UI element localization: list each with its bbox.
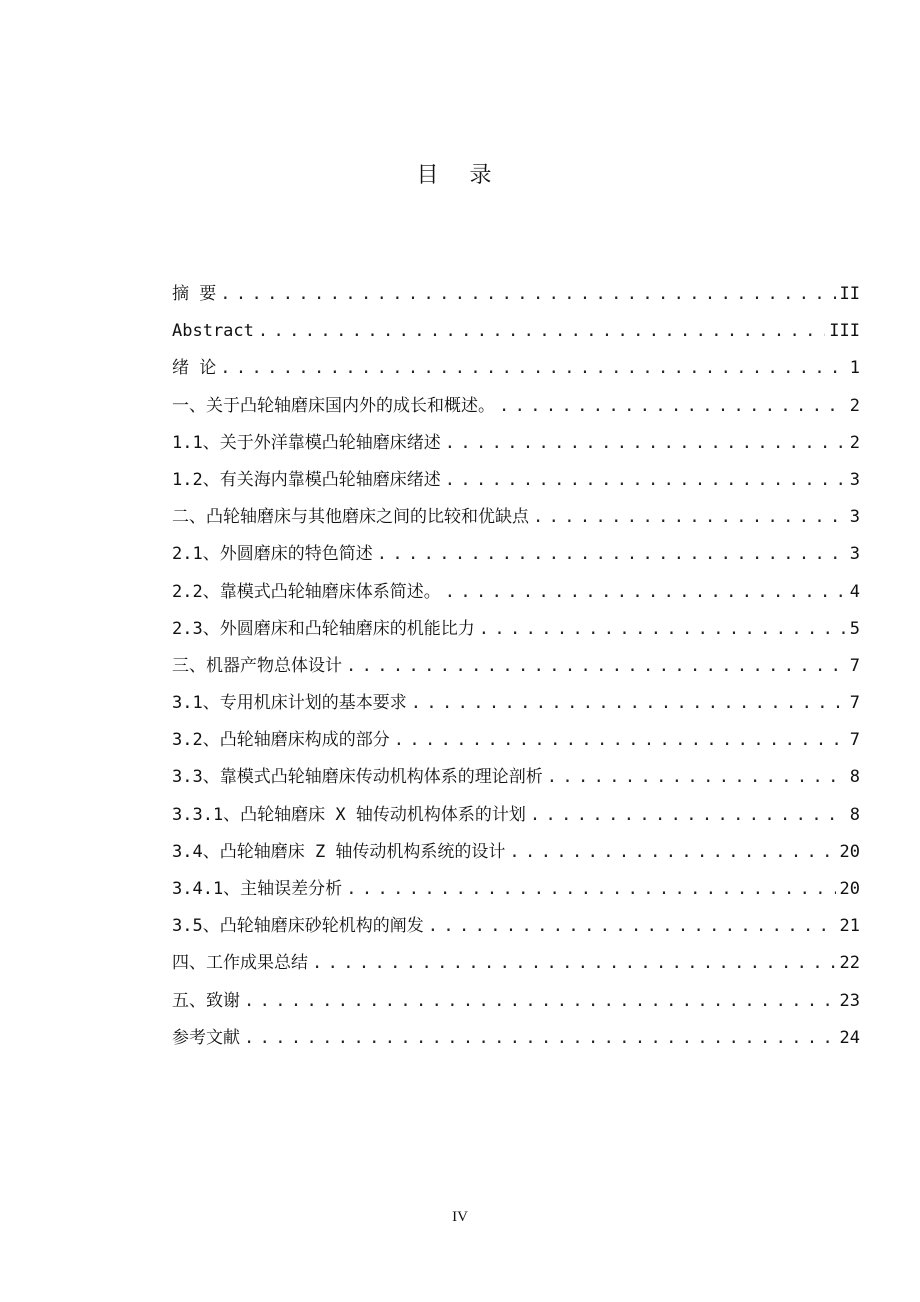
- toc-entry-page: 3: [849, 507, 860, 528]
- toc-entry-label: 五、致谢: [172, 990, 240, 1011]
- toc-entry-page: II: [839, 284, 860, 304]
- toc-leader-dots: [312, 945, 836, 982]
- toc-entry-label: 摘 要: [172, 284, 217, 304]
- toc-entry[interactable]: [172, 350, 860, 387]
- toc-entry-label: 2.1、外圆磨床的特色简述: [172, 544, 373, 565]
- toc-entry-label: 2.3、外圆磨床和凸轮轴磨床的机能比力: [172, 618, 475, 639]
- toc-leader-dots: [499, 388, 846, 425]
- page-title: 目 录: [416, 162, 504, 188]
- toc-entry[interactable]: [172, 722, 860, 759]
- toc-entry[interactable]: [172, 685, 860, 722]
- toc-entry-page: 8: [849, 804, 860, 825]
- toc-leader-dots: [479, 611, 846, 648]
- toc-entry[interactable]: [172, 945, 860, 982]
- table-of-contents: [172, 276, 860, 1057]
- toc-entry-page: 20: [839, 841, 860, 862]
- toc-leader-dots: [428, 908, 836, 945]
- toc-leader-dots: [445, 462, 846, 499]
- toc-entry[interactable]: [172, 313, 860, 350]
- toc-entry-page: 7: [849, 730, 860, 751]
- toc-entry-page: III: [829, 321, 860, 342]
- toc-entry[interactable]: [172, 759, 860, 796]
- toc-entry[interactable]: [172, 499, 860, 536]
- toc-entry[interactable]: [172, 908, 860, 945]
- toc-entry-page: 1: [849, 358, 860, 379]
- toc-leader-dots: [547, 759, 846, 796]
- toc-entry[interactable]: [172, 797, 860, 834]
- footer-page-number: IV: [452, 1209, 468, 1225]
- toc-leader-dots: [394, 722, 846, 759]
- toc-leader-dots: [346, 871, 835, 908]
- toc-entry[interactable]: [172, 648, 860, 685]
- toc-entry[interactable]: [172, 983, 860, 1020]
- toc-entry[interactable]: [172, 611, 860, 648]
- toc-entry-label: 一、关于凸轮轴磨床国内外的成长和概述。: [172, 395, 495, 416]
- toc-entry-page: 24: [839, 1027, 860, 1048]
- toc-entry[interactable]: [172, 388, 860, 425]
- toc-entry-label: 3.3、靠模式凸轮轴磨床传动机构体系的理论剖析: [172, 767, 543, 788]
- toc-entry-page: 7: [849, 655, 860, 676]
- toc-entry-label: 3.3.1、凸轮轴磨床 X 轴传动机构体系的计划: [172, 804, 526, 825]
- toc-leader-dots: [220, 350, 846, 387]
- toc-leader-dots: [530, 797, 846, 834]
- toc-entry-label: 3.4.1、主轴误差分析: [172, 879, 343, 899]
- toc-entry-label: 绪 论: [172, 358, 217, 379]
- toc-leader-dots: [411, 685, 846, 722]
- toc-leader-dots: [533, 499, 846, 536]
- toc-entry-label: 3.5、凸轮轴磨床砂轮机构的阐发: [172, 916, 424, 937]
- toc-entry-page: 8: [849, 767, 860, 788]
- toc-leader-dots: [244, 1020, 836, 1057]
- toc-entry-label: 三、机器产物总体设计: [172, 655, 342, 676]
- toc-entry-label: Abstract: [172, 321, 254, 342]
- toc-entry[interactable]: [172, 871, 860, 908]
- toc-leader-dots: [220, 276, 835, 313]
- toc-entry[interactable]: [172, 462, 860, 499]
- toc-entry-page: 20: [839, 879, 860, 899]
- toc-entry-label: 1.2、有关海内靠模凸轮轴磨床绪述: [172, 469, 441, 490]
- toc-entry-label: 二、凸轮轴磨床与其他磨床之间的比较和优缺点: [172, 507, 529, 528]
- toc-entry[interactable]: [172, 536, 860, 573]
- toc-entry-page: 3: [849, 544, 860, 565]
- toc-leader-dots: [346, 648, 846, 685]
- toc-leader-dots: [509, 834, 835, 871]
- toc-entry[interactable]: [172, 574, 860, 611]
- toc-entry-label: 1.1、关于外洋靠模凸轮轴磨床绪述: [172, 432, 441, 453]
- toc-entry-page: 3: [849, 469, 860, 490]
- toc-entry[interactable]: [172, 834, 860, 871]
- toc-entry-label: 3.2、凸轮轴磨床构成的部分: [172, 730, 390, 751]
- toc-entry-page: 23: [839, 990, 860, 1011]
- toc-entry-page: 2: [849, 395, 860, 416]
- toc-leader-dots: [445, 574, 846, 611]
- toc-leader-dots: [377, 536, 846, 573]
- toc-entry-page: 22: [839, 953, 860, 974]
- toc-leader-dots: [445, 425, 846, 462]
- toc-entry-page: 5: [849, 618, 860, 639]
- toc-entry-page: 2: [849, 432, 860, 453]
- toc-entry-page: 4: [849, 581, 860, 602]
- toc-entry-label: 2.2、靠模式凸轮轴磨床体系简述。: [172, 581, 441, 602]
- toc-leader-dots: [258, 313, 825, 350]
- toc-entry[interactable]: [172, 1020, 860, 1057]
- toc-entry-page: 21: [839, 916, 860, 937]
- toc-entry[interactable]: [172, 425, 860, 462]
- toc-entry-label: 四、工作成果总结: [172, 953, 308, 974]
- toc-entry-label: 3.4、凸轮轴磨床 Z 轴传动机构系统的设计: [172, 841, 506, 862]
- toc-entry-label: 参考文献: [172, 1027, 240, 1048]
- toc-entry-label: 3.1、专用机床计划的基本要求: [172, 693, 407, 714]
- toc-leader-dots: [244, 983, 836, 1020]
- toc-entry-page: 7: [849, 693, 860, 714]
- toc-entry[interactable]: [172, 276, 860, 313]
